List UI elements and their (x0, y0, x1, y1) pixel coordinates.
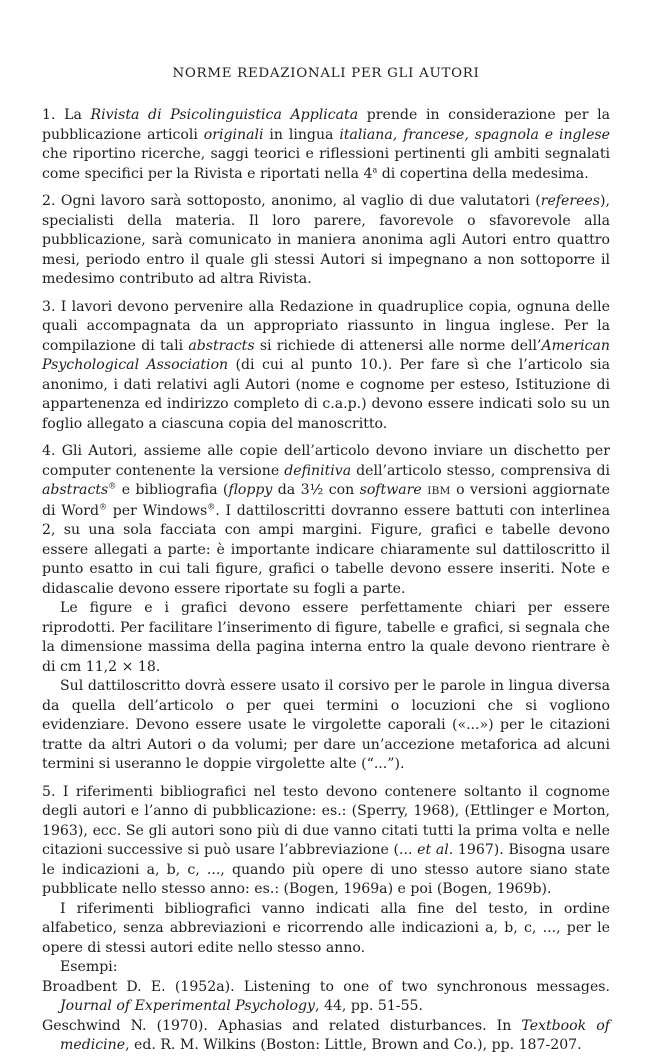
section-2-paragraph: 2. Ogni lavoro sarà sottoposto, anonimo, al vaglio di due valutatori (referees), specialisti della materia. Il loro parere, favorevole o sfavorevole alla pubblicazione, sarà comunicato in maniera anonima agli Autori entro quattro mesi, periodo entro il quale gli stessi Autori si impegnano a non sottoporre il medesimo contributo ad altra Rivista. (42, 193, 610, 287)
section-4-paragraph: 4. Gli Autori, assieme alle copie dell’articolo devono inviare un dischetto per computer contenente la versione definitiva dell’articolo stesso, comprensiva di abstracts® e bibliografia (floppy da 3½ con software IBM o versioni aggiornate di Word® per Windows®. I dattiloscritti dovranno essere battuti con interlinea 2, su una sola facciata con ampi margini. Figure, grafici e tabelle devono essere allegati a parte: è importante indicare chiaramente sul dattiloscritto il punto esatto in cui tali figure, grafici o tabelle devono essere inseriti. Note e didascalie devono essere riportate su fogli a parte. (42, 443, 611, 597)
page-title: NORME REDAZIONALI PER GLI AUTORI (172, 66, 480, 81)
section-5-paragraph-references: I riferimenti bibliografici vanno indicati alla fine del testo, in ordine alfabetico, senza abbreviazioni e ricorrendo alle indicazioni a, b, c, ..., per le opere di stessi autori edite nello stesso anno. (42, 900, 610, 956)
section-1-paragraph: 1. La Rivista di Psicolinguistica Applicata prende in considerazione per la pubblicazione articoli originali in lingua italiana, francese, spagnola e inglese che riportino ricerche, saggi teorici e riflessioni pertinenti gli ambiti segnalati come specifici per la Rivista e riportati nella 4$^a$ di copertina della medesima. (42, 107, 611, 182)
examples-label: Esempi: (60, 959, 118, 975)
reference-geschwind: Geschwind N. (1970). Aphasias and related disturbances. In Textbook of medicine, ed. R. M. Wilkins (Boston: Little, Brown and Co.), pp. 187-207. (42, 1017, 610, 1053)
section-3-paragraph: 3. I lavori devono pervenire alla Redazione in quadruplice copia, ognuna delle quali accompagnata da un appropriato riassunto in lingua inglese. Per la compilazione di tali abstracts si richiede di attenersi alle norme dell’American Psychological Association (di cui al punto 10.). Per fare sì che l’articolo sia anonimo, i dati relativi agli Autori (nome e cognome per esteso, Istituzione di appartenenza ed indirizzo completo di c.a.p.) devono essere indicati solo su un foglio allegato a ciascuna copia del manoscritto. (42, 298, 610, 432)
reference-broadbent: Broadbent D. E. (1952a). Listening to one of two synchronous messages. Journal of Experimental Psychology, 44, pp. 51-55. (42, 978, 610, 1014)
section-5-paragraph: 5. I riferimenti bibliografici nel testo devono contenere soltanto il cognome degli autori e l’anno di pubblicazione: es.: (Sperry, 1968), (Ettlinger e Morton, 1963), ecc. Se gli autori sono più di due vanno citati tutti la prima volta e nelle citazioni successive si può usare l’abbreviazione (... et al. 1967). Bisogna usare le indicazioni a, b, c, ..., quando più opere di uno stesso autore siano state pubblicate nello stesso anno: es.: (Bogen, 1969a) e poi (Bogen, 1969b). (42, 783, 610, 897)
section-4 (42, 442, 610, 775)
section-4-paragraph-italics: Sul dattiloscritto dovrà essere usato il corsivo per le parole in lingua diversa da quella dell’articolo o per quei termini o locuzioni che si vogliono evidenziare. Devono essere usate le virgolette caporali («...») per le citazioni tratte da altri Autori o da volumi; per dare un’accezione metaforica ad alcuni termini si useranno le doppie virgolette alte (“...”). (42, 678, 610, 772)
section-5 (42, 783, 610, 1056)
section-4-paragraph-figures: Le figure e i grafici devono essere perfettamente chiari per essere riprodotti. Per facilitare l’inserimento di figure, tabelle e grafici, si segnala che la dimensione massima della pagina interna entro la quale devono rientrare è di cm 11,2 × 18. (42, 600, 610, 675)
